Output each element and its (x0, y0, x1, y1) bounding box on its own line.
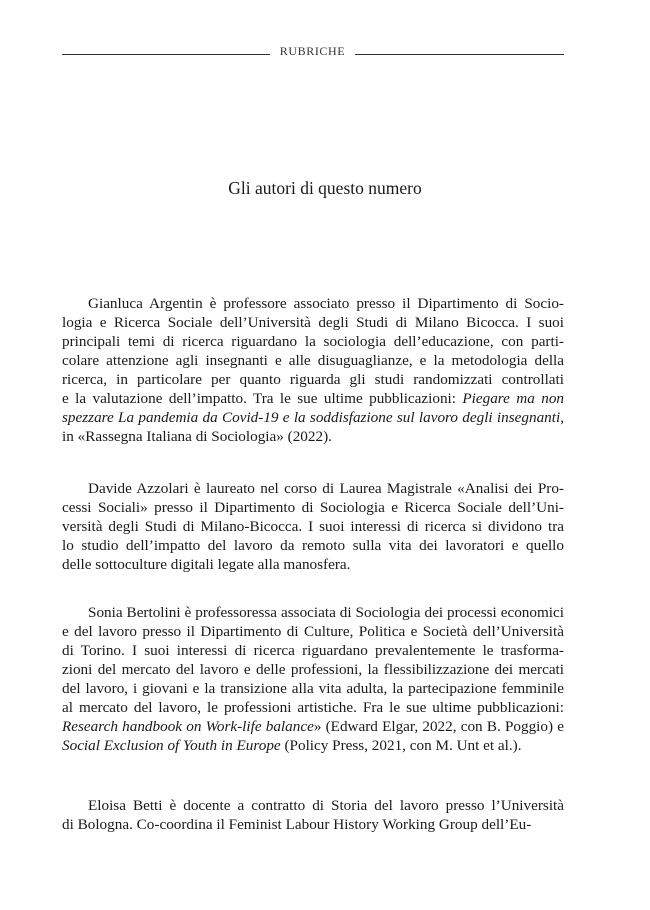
text-run: lo studio dell’impatto del lavoro da remoto sulla vita dei lavoratori e quello (62, 537, 564, 554)
text-run: al mercato del lavoro, le professioni artistiche. Fra le sue ultime pubblicazioni: (62, 699, 564, 716)
text-run: principali temi di ricerca riguardano la sociologia dell’educazione, con parti- (62, 333, 564, 350)
text-line (62, 698, 564, 717)
text-line (62, 389, 564, 408)
text-line (62, 370, 564, 389)
text-line (62, 679, 564, 698)
text-line (62, 736, 564, 755)
running-header (62, 44, 564, 60)
text-line (62, 641, 564, 660)
text-line (62, 313, 564, 332)
text-run: logia e Ricerca Sociale dell’Università degli Studi di Milano Bicocca. I suoi (62, 314, 564, 331)
page-title: Gli autori di questo numero (228, 178, 422, 198)
text-line (62, 660, 564, 679)
italic-text: spezzare La pandemia da Covid-19 e la soddisfazione sul lavoro degli insegnanti (62, 409, 561, 426)
text-line (62, 603, 564, 622)
text-line (62, 622, 564, 641)
italic-text: Social Exclusion of Youth in Europe (62, 737, 281, 754)
text-line (62, 408, 564, 427)
text-line (62, 717, 564, 736)
author-bio-argentin (62, 294, 564, 446)
text-line (62, 332, 564, 351)
text-run: ricerca, in particolare per quanto riguarda gli studi randomizzati controllati (62, 371, 564, 388)
text-run: (Policy Press, 2021, con M. Unt et al.). (280, 737, 522, 754)
italic-text: Piegare ma non (462, 390, 565, 407)
author-bio-azzolari (62, 479, 564, 574)
text-run: colare attenzione agli insegnanti e alle disuguaglianze, e la metodologia della (62, 352, 564, 369)
text-run: , (560, 409, 564, 426)
author-bio-bertolini (62, 603, 564, 755)
text-line (62, 479, 564, 498)
text-run: delle sottoculture digitali legate alla manosfera. (62, 556, 351, 573)
author-bio-betti (62, 796, 564, 834)
italic-text: Research handbook on Work-life balance (62, 718, 314, 735)
text-line (62, 796, 564, 815)
text-run: Gianluca Argentin è professore associato presso il Dipartimento di Socio- (88, 295, 564, 312)
text-run: zioni del mercato del lavoro e delle professioni, la flessibilizzazione dei mercati (62, 661, 564, 678)
section-rubric: RUBRICHE (279, 44, 346, 58)
text-run: e la valutazione dell’impatto. Tra le sue ultime pubblicazioni: (62, 390, 463, 407)
text-run: Sonia Bertolini è professoressa associata di Sociologia dei processi economici (88, 604, 564, 621)
text-run: cessi Sociali» presso il Dipartimento di Sociologia e Ricerca Sociale dell’Uni- (62, 499, 564, 516)
text-run: Eloisa Betti è docente a contratto di Storia del lavoro presso l’Università (88, 797, 564, 814)
text-line (62, 536, 564, 555)
header-rule-right (355, 54, 564, 55)
text-run: versità degli Studi di Milano-Bicocca. I suoi interessi di ricerca si dividono tra (62, 518, 564, 535)
text-line (62, 815, 564, 834)
text-line (62, 294, 564, 313)
text-run: di Bologna. Co-coordina il Feminist Labour History Working Group dell’Eu- (62, 816, 532, 833)
text-run: e del lavoro presso il Dipartimento di Culture, Politica e Società dell’Università (62, 623, 564, 640)
text-line (62, 351, 564, 370)
text-line (62, 427, 564, 446)
header-rule-left (62, 54, 270, 55)
text-run: in «Rassegna Italiana di Sociologia» (2022). (62, 428, 332, 445)
text-run: » (Edward Elgar, 2022, con B. Poggio) e (313, 718, 564, 735)
text-line (62, 498, 564, 517)
text-run: di Torino. I suoi interessi di ricerca riguardano prevalentemente le trasforma- (62, 642, 564, 659)
text-line (62, 517, 564, 536)
text-line (62, 555, 564, 574)
text-run: Davide Azzolari è laureato nel corso di Laurea Magistrale «Analisi dei Pro- (88, 480, 564, 497)
text-run: del lavoro, i giovani e la transizione alla vita adulta, la partecipazione femminile (62, 680, 564, 697)
